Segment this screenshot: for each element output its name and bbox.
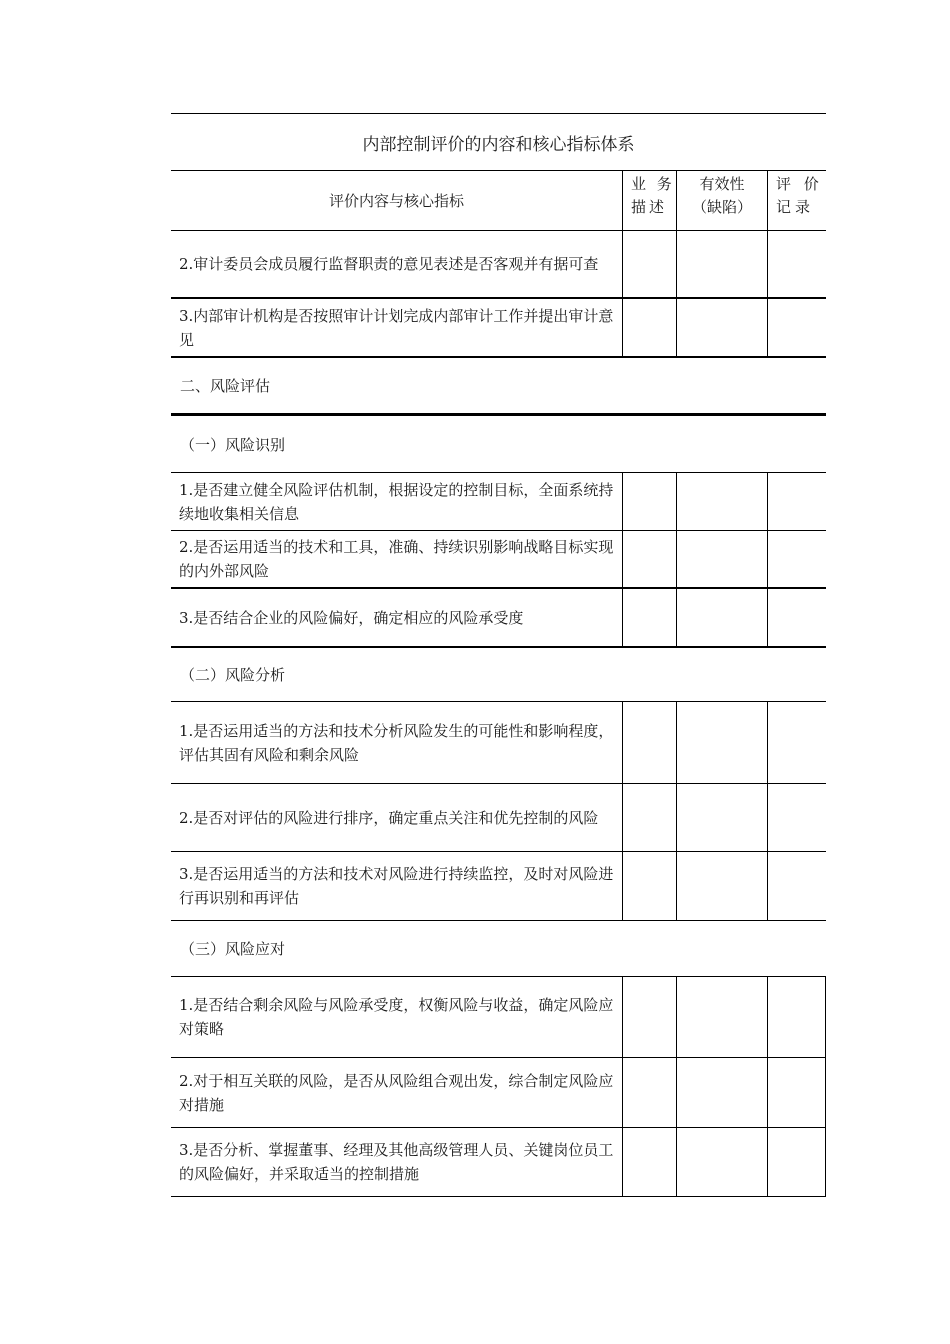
effectiveness-cell <box>676 531 767 587</box>
business-cell <box>622 531 676 587</box>
effectiveness-cell <box>676 977 767 1057</box>
row-text: 3.是否结合企业的风险偏好，确定相应的风险承受度 <box>179 608 524 627</box>
record-cell <box>767 589 826 646</box>
row-content <box>171 1058 622 1127</box>
header-effect-line2: （缺陷） <box>691 198 752 216</box>
record-cell <box>767 852 826 920</box>
row-text: 2.审计委员会成员履行监督职责的意见表述是否客观并有据可查 <box>179 255 599 273</box>
subsection-heading: （一）风险识别 <box>171 416 826 473</box>
effectiveness-cell <box>676 299 767 356</box>
business-cell <box>622 1128 676 1196</box>
business-cell <box>622 852 676 920</box>
table-header-row <box>171 171 826 231</box>
evaluation-table <box>171 113 826 1197</box>
record-cell <box>767 299 826 356</box>
subsection-heading: （三）风险应对 <box>171 921 826 977</box>
table-row <box>171 589 826 648</box>
header-effect-line1: 有效性 <box>699 175 745 193</box>
row-content <box>171 231 622 297</box>
table-row <box>171 784 826 852</box>
record-cell <box>767 784 826 851</box>
row-content <box>171 1128 622 1196</box>
record-cell <box>767 702 826 783</box>
header-content: 评价内容与核心指标 <box>328 191 464 210</box>
record-cell <box>767 473 826 530</box>
row-content <box>171 784 622 851</box>
row-content <box>171 589 622 646</box>
row-text: 1.是否建立健全风险评估机制，根据设定的控制目标，全面系统持续地收集相关信息 <box>179 480 614 523</box>
header-record <box>767 171 826 230</box>
business-cell <box>622 473 676 530</box>
effectiveness-cell <box>676 784 767 851</box>
table-row <box>171 977 826 1058</box>
row-content <box>171 531 622 587</box>
business-cell <box>622 1058 676 1127</box>
record-cell <box>767 231 826 297</box>
business-cell <box>622 702 676 783</box>
table-row <box>171 702 826 784</box>
row-content <box>171 977 622 1057</box>
record-cell <box>767 1128 826 1196</box>
header-business-line1: 业 务 <box>631 175 675 193</box>
row-text: 3.是否运用适当的方法和技术对风险进行持续监控，及时对风险进行再识别和再评估 <box>179 865 614 907</box>
row-text: 3.是否分析、掌握董事、经理及其他高级管理人员、关键岗位员工的风险偏好，并采取适当的控制措施 <box>179 1141 614 1183</box>
row-text: 1.是否结合剩余风险与风险承受度，权衡风险与收益，确定风险应对策略 <box>179 996 614 1038</box>
effectiveness-cell <box>676 473 767 530</box>
business-cell <box>622 299 676 356</box>
row-content <box>171 299 622 356</box>
business-cell <box>622 784 676 851</box>
row-text: 1.是否运用适当的方法和技术分析风险发生的可能性和影响程度，评估其固有风险和剩余风险 <box>179 721 614 764</box>
row-content <box>171 852 622 920</box>
effectiveness-cell <box>676 1058 767 1127</box>
table-row <box>171 852 826 921</box>
table-row <box>171 1128 826 1197</box>
header-effectiveness <box>676 171 767 230</box>
row-text: 2.是否对评估的风险进行排序，确定重点关注和优先控制的风险 <box>179 808 599 827</box>
business-cell <box>622 231 676 297</box>
header-record-line1: 评 价 <box>776 175 823 193</box>
table-title: 内部控制评价的内容和核心指标体系 <box>171 113 826 171</box>
header-business <box>622 171 676 230</box>
effectiveness-cell <box>676 1128 767 1196</box>
record-cell <box>767 977 826 1057</box>
table-row <box>171 231 826 299</box>
row-content <box>171 702 622 783</box>
table-row <box>171 531 826 589</box>
subsection-heading: （二）风险分析 <box>171 648 826 702</box>
record-cell <box>767 531 826 587</box>
record-cell <box>767 1058 826 1127</box>
section-heading: 二、风险评估 <box>171 358 826 416</box>
effectiveness-cell <box>676 589 767 646</box>
row-content <box>171 473 622 530</box>
row-text: 3.内部审计机构是否按照审计计划完成内部审计工作并提出审计意见 <box>179 306 614 349</box>
header-business-line2: 描述 <box>631 198 668 216</box>
effectiveness-cell <box>676 231 767 297</box>
effectiveness-cell <box>676 852 767 920</box>
table-row <box>171 473 826 531</box>
row-text: 2.对于相互关联的风险，是否从风险组合观出发，综合制定风险应对措施 <box>179 1071 614 1114</box>
row-text: 2.是否运用适当的技术和工具，准确、持续识别影响战略目标实现的内外部风险 <box>179 538 614 580</box>
table-row <box>171 1058 826 1128</box>
table-row <box>171 299 826 358</box>
header-record-line2: 记录 <box>776 198 815 216</box>
business-cell <box>622 977 676 1057</box>
business-cell <box>622 589 676 646</box>
effectiveness-cell <box>676 702 767 783</box>
